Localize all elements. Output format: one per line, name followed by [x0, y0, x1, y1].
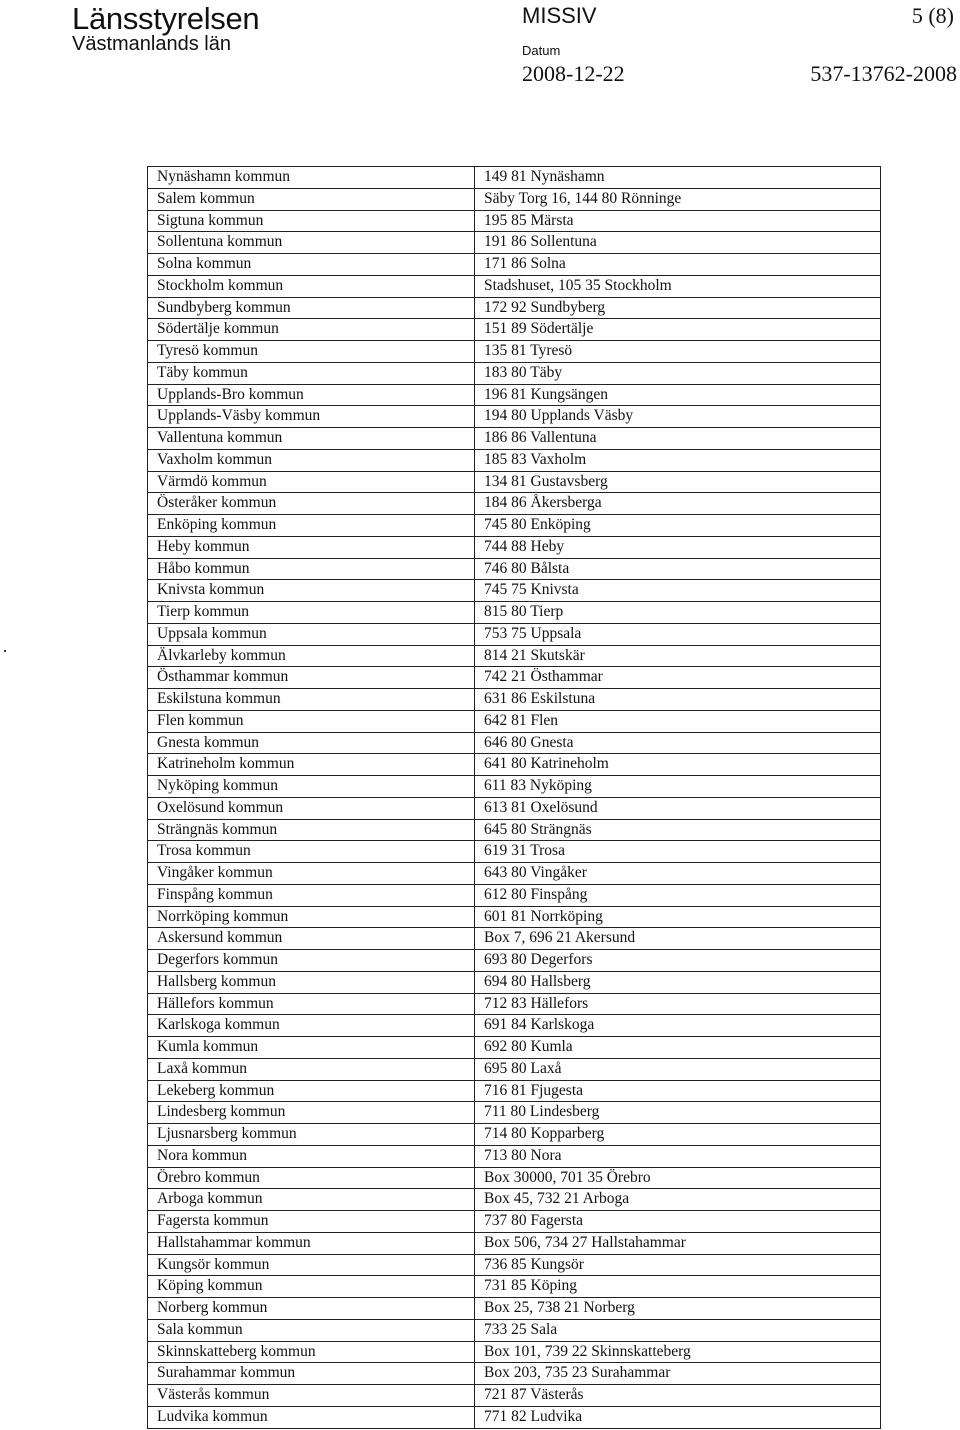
table-row [148, 1211, 880, 1233]
table-row [148, 341, 880, 363]
municipality-name: Norberg kommun [148, 1298, 475, 1319]
municipality-name: Ludvika kommun [148, 1407, 475, 1428]
table-row [148, 798, 880, 820]
municipality-address: 191 86 Sollentuna [484, 233, 597, 251]
table-row [148, 1233, 880, 1255]
municipality-address: 737 80 Fagersta [484, 1212, 584, 1229]
municipality-address: 642 81 Flen [484, 711, 559, 729]
table-row [148, 211, 880, 233]
municipality-address: Box 203, 735 23 Surahammar [484, 1364, 671, 1382]
municipality-address: 643 80 Vingåker [484, 864, 587, 881]
municipality-name: Nora kommun [148, 1146, 475, 1167]
table-row [148, 1342, 880, 1364]
table-row [148, 298, 880, 320]
municipality-address: 721 87 Västerås [484, 1386, 584, 1403]
table-row [148, 537, 880, 559]
table-row [148, 994, 880, 1016]
table-row [148, 711, 880, 733]
municipality-address: Box 25, 738 21 Norberg [484, 1299, 635, 1316]
municipality-address: 815 80 Tierp [484, 603, 564, 620]
municipality-name: Nynäshamn kommun [148, 167, 475, 188]
municipality-name: Sigtuna kommun [148, 211, 475, 232]
municipality-name: Degerfors kommun [148, 950, 475, 971]
municipality-address: 695 80 Laxå [484, 1059, 562, 1077]
municipality-address: 716 81 Fjugesta [484, 1081, 584, 1099]
table-row [148, 189, 880, 211]
municipality-address: 711 80 Lindesberg [484, 1103, 600, 1121]
table-row [148, 841, 880, 863]
municipality-name: Hällefors kommun [148, 994, 475, 1015]
municipality-address: 712 83 Hällefors [484, 994, 589, 1012]
municipality-name: Solna kommun [148, 254, 475, 275]
table-row [148, 1015, 880, 1037]
table-row [148, 580, 880, 602]
municipality-address: 183 80 Täby [484, 363, 563, 381]
table-row [148, 776, 880, 798]
table-row [148, 907, 880, 929]
municipality-name: Eskilstuna kommun [148, 689, 475, 710]
municipality-name: Sundbyberg kommun [148, 298, 475, 319]
table-row [148, 167, 880, 189]
municipality-name: Surahammar kommun [148, 1363, 475, 1384]
table-row [148, 1081, 880, 1103]
table-row [148, 1037, 880, 1059]
municipality-name: Nyköping kommun [148, 776, 475, 797]
municipality-address: 713 80 Nora [484, 1146, 562, 1164]
municipality-address: Säby Torg 16, 144 80 Rönninge [484, 189, 682, 207]
municipality-name: Tierp kommun [148, 602, 475, 623]
municipality-name: Oxelösund kommun [148, 798, 475, 819]
municipality-name: Uppsala kommun [148, 624, 475, 645]
municipality-name: Heby kommun [148, 537, 475, 558]
municipality-address: 601 81 Norrköping [484, 907, 603, 925]
municipality-address: 745 80 Enköping [484, 516, 591, 533]
document-type: MISSIV [522, 3, 597, 28]
municipality-address: 646 80 Gnesta [484, 733, 574, 751]
municipality-name: Strängnäs kommun [148, 820, 475, 841]
municipality-address-table [147, 166, 881, 1429]
municipality-address: 184 86 Åkersberga [484, 494, 602, 512]
page-number: 5 (8) [911, 3, 954, 28]
table-row [148, 1189, 880, 1211]
table-row [148, 559, 880, 581]
table-row [148, 928, 880, 950]
municipality-name: Arboga kommun [148, 1189, 475, 1210]
municipality-name: Håbo kommun [148, 559, 475, 580]
municipality-address: 736 85 Kungsör [484, 1255, 584, 1273]
municipality-address: 149 81 Nynäshamn [484, 168, 605, 185]
municipality-name: Kumla kommun [148, 1037, 475, 1058]
municipality-name: Västerås kommun [148, 1385, 475, 1406]
municipality-name: Vingåker kommun [148, 863, 475, 884]
municipality-address: 645 80 Strängnäs [484, 820, 592, 838]
municipality-name: Lekeberg kommun [148, 1081, 475, 1102]
municipality-name: Vallentuna kommun [148, 428, 475, 449]
table-row [148, 1276, 880, 1298]
municipality-address: 691 84 Karlskoga [484, 1016, 595, 1034]
table-row [148, 1298, 880, 1320]
municipality-address: 731 85 Köping [484, 1277, 577, 1295]
municipality-address: Box 7, 696 21 Akersund [484, 929, 636, 947]
table-row [148, 254, 880, 276]
municipality-address: 151 89 Södertälje [484, 320, 594, 338]
municipality-address: 619 31 Trosa [484, 842, 565, 860]
municipality-name: Stockholm kommun [148, 276, 475, 297]
municipality-address: Box 101, 739 22 Skinnskatteberg [484, 1342, 691, 1360]
municipality-name: Vaxholm kommun [148, 450, 475, 471]
table-row [148, 450, 880, 472]
table-row [148, 1255, 880, 1277]
municipality-name: Täby kommun [148, 363, 475, 384]
municipality-address: 753 75 Uppsala [484, 624, 582, 642]
table-row [148, 1102, 880, 1124]
municipality-name: Värmdö kommun [148, 472, 475, 493]
municipality-name: Karlskoga kommun [148, 1015, 475, 1036]
municipality-address: 611 83 Nyköping [484, 777, 592, 794]
table-row [148, 276, 880, 298]
municipality-name: Enköping kommun [148, 515, 475, 536]
table-row [148, 754, 880, 776]
municipality-name: Flen kommun [148, 711, 475, 732]
date-label: Datum [522, 43, 561, 58]
table-row [148, 232, 880, 254]
municipality-address: Box 506, 734 27 Hallstahammar [484, 1233, 686, 1251]
municipality-name: Östhammar kommun [148, 667, 475, 688]
table-row [148, 689, 880, 711]
municipality-name: Örebro kommun [148, 1168, 475, 1189]
organization-name: Länsstyrelsen [72, 1, 260, 36]
municipality-address: 196 81 Kungsängen [484, 385, 608, 403]
county-name: Västmanlands län [72, 33, 231, 55]
municipality-address: Stadshuset, 105 35 Stockholm [484, 276, 672, 294]
table-row [148, 667, 880, 689]
table-row [148, 428, 880, 450]
municipality-address: 694 80 Hallsberg [484, 972, 591, 990]
municipality-name: Sala kommun [148, 1320, 475, 1341]
municipality-address: 185 83 Vaxholm [484, 450, 587, 468]
municipality-address: 612 80 Finspång [484, 885, 588, 903]
municipality-name: Köping kommun [148, 1276, 475, 1297]
table-row [148, 863, 880, 885]
scan-speck [4, 650, 6, 652]
municipality-name: Sollentuna kommun [148, 232, 475, 253]
municipality-address: 692 80 Kumla [484, 1038, 573, 1055]
municipality-name: Hallsberg kommun [148, 972, 475, 993]
municipality-address: 135 81 Tyresö [484, 342, 573, 359]
municipality-name: Älvkarleby kommun [148, 646, 475, 667]
table-row [148, 646, 880, 668]
municipality-address: Box 30000, 701 35 Örebro [484, 1168, 651, 1186]
table-row [148, 385, 880, 407]
municipality-name: Hallstahammar kommun [148, 1233, 475, 1254]
municipality-name: Askersund kommun [148, 928, 475, 949]
municipality-name: Gnesta kommun [148, 733, 475, 754]
table-row [148, 363, 880, 385]
municipality-address: 194 80 Upplands Väsby [484, 407, 634, 425]
table-row [148, 733, 880, 755]
municipality-name: Trosa kommun [148, 841, 475, 862]
municipality-name: Skinnskatteberg kommun [148, 1342, 475, 1363]
table-row [148, 1059, 880, 1081]
table-row [148, 820, 880, 842]
municipality-address: 613 81 Oxelösund [484, 798, 598, 816]
municipality-address: 746 80 Bålsta [484, 559, 570, 577]
table-row [148, 319, 880, 341]
table-row [148, 1168, 880, 1190]
table-row [148, 950, 880, 972]
municipality-address: 771 82 Ludvika [484, 1407, 583, 1425]
municipality-name: Ljusnarsberg kommun [148, 1124, 475, 1145]
municipality-name: Laxå kommun [148, 1059, 475, 1080]
municipality-name: Knivsta kommun [148, 580, 475, 601]
municipality-address: 171 86 Solna [484, 255, 566, 272]
table-row [148, 1363, 880, 1385]
municipality-name: Fagersta kommun [148, 1211, 475, 1232]
municipality-address: 693 80 Degerfors [484, 951, 593, 968]
municipality-address: 745 75 Knivsta [484, 581, 579, 599]
municipality-name: Norrköping kommun [148, 907, 475, 928]
table-row [148, 1407, 880, 1429]
table-row [148, 885, 880, 907]
municipality-name: Katrineholm kommun [148, 754, 475, 775]
municipality-name: Södertälje kommun [148, 319, 475, 340]
municipality-name: Österåker kommun [148, 493, 475, 514]
reference-number: 537-13762-2008 [810, 61, 957, 86]
municipality-name: Finspång kommun [148, 885, 475, 906]
table-row [148, 1320, 880, 1342]
municipality-address: 814 21 Skutskär [484, 646, 585, 664]
table-row [148, 1146, 880, 1168]
municipality-name: Lindesberg kommun [148, 1102, 475, 1123]
municipality-address: 172 92 Sundbyberg [484, 298, 606, 316]
table-row [148, 624, 880, 646]
municipality-address: Box 45, 732 21 Arboga [484, 1190, 630, 1208]
municipality-name: Tyresö kommun [148, 341, 475, 362]
table-row [148, 515, 880, 537]
table-row [148, 406, 880, 428]
municipality-address: 631 86 Eskilstuna [484, 690, 596, 707]
municipality-address: 742 21 Östhammar [484, 668, 603, 686]
municipality-address: 744 88 Heby [484, 537, 565, 555]
municipality-name: Salem kommun [148, 189, 475, 210]
municipality-address: 195 85 Märsta [484, 211, 574, 229]
table-row [148, 1124, 880, 1146]
municipality-address: 733 25 Sala [484, 1320, 558, 1338]
municipality-name: Kungsör kommun [148, 1255, 475, 1276]
table-row [148, 972, 880, 994]
municipality-name: Upplands-Bro kommun [148, 385, 475, 406]
table-row [148, 493, 880, 515]
municipality-address: 186 86 Vallentuna [484, 429, 597, 446]
municipality-address: 641 80 Katrineholm [484, 755, 609, 773]
table-row [148, 1385, 880, 1407]
document-date: 2008-12-22 [522, 61, 625, 86]
table-row [148, 602, 880, 624]
municipality-name: Upplands-Väsby kommun [148, 406, 475, 427]
table-row [148, 472, 880, 494]
municipality-address: 134 81 Gustavsberg [484, 472, 608, 490]
municipality-address: 714 80 Kopparberg [484, 1125, 605, 1142]
